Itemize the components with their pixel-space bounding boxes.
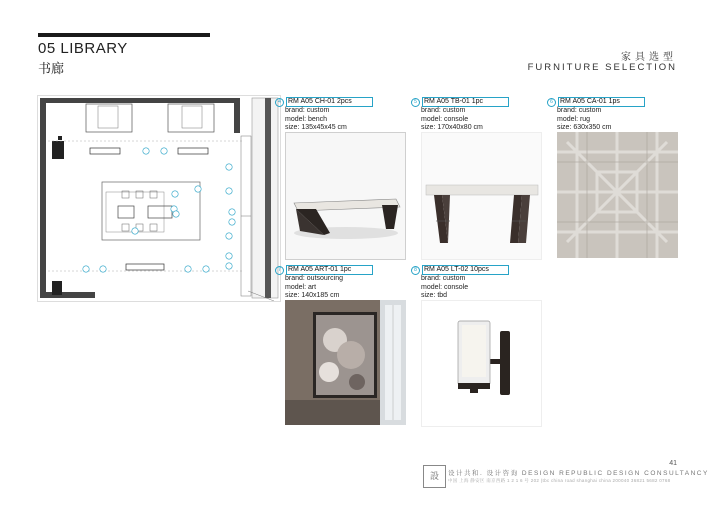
item-code-row bbox=[411, 97, 536, 107]
bench-photo bbox=[285, 132, 406, 260]
footer-address: 中国 上海 静安区 南京西路 1 2 1 6 号 202 (tbc china road shanghai china 200040 36821 5682 0768 bbox=[448, 478, 671, 483]
item-card-bench bbox=[275, 97, 400, 133]
art-photo bbox=[285, 300, 406, 425]
item-brand: brand: outsourcing bbox=[285, 275, 343, 282]
page-title: 05 LIBRARY bbox=[38, 40, 128, 57]
item-brand: brand: custom bbox=[285, 107, 330, 114]
item-code: RM A05 TB-01 1pc bbox=[422, 97, 509, 107]
item-model: model: rug bbox=[557, 115, 591, 123]
item-number-badge: 5 bbox=[411, 98, 420, 107]
page-number: 41 bbox=[669, 460, 677, 467]
item-code-row bbox=[411, 265, 536, 275]
item-code-row bbox=[547, 97, 672, 107]
section-title-en: FURNITURE SELECTION bbox=[527, 62, 677, 73]
item-model: model: bench bbox=[285, 115, 328, 123]
item-card-light bbox=[411, 265, 536, 301]
item-brand: brand: custom bbox=[557, 107, 602, 114]
item-number-badge: 6 bbox=[547, 98, 556, 107]
page-subtitle-cn: 书廊 bbox=[38, 61, 65, 76]
item-size: size: 630x350 cm bbox=[557, 124, 612, 131]
item-model: model: console bbox=[421, 283, 469, 291]
item-card-art bbox=[275, 265, 400, 301]
rug-photo bbox=[557, 132, 678, 258]
item-size: size: 140x185 cm bbox=[285, 292, 340, 299]
item-code: RM A05 CH-01 2pcs bbox=[286, 97, 373, 107]
item-code: RM A05 ART-01 1pc bbox=[286, 265, 373, 275]
item-size: size: tbd bbox=[421, 292, 448, 299]
item-number-badge: 8 bbox=[411, 266, 420, 275]
item-code: RM A05 LT-02 10pcs bbox=[422, 265, 509, 275]
item-card-console bbox=[411, 97, 536, 133]
console-photo bbox=[421, 132, 542, 260]
item-brand: brand: custom bbox=[421, 107, 466, 114]
item-code: RM A05 CA-01 1ps bbox=[558, 97, 645, 107]
footer-company: 设计共和. 设计咨询 DESIGN REPUBLIC DESIGN CONSULTANCY bbox=[448, 470, 709, 477]
sconce-photo bbox=[421, 300, 542, 427]
floor-plan-drawing bbox=[38, 96, 280, 301]
floor-plan bbox=[37, 95, 281, 302]
item-code-row bbox=[275, 97, 400, 107]
item-size: size: 135x45x45 cm bbox=[285, 124, 347, 131]
section-title-cn: 家具选型 bbox=[621, 52, 677, 63]
item-size: size: 170x40x80 cm bbox=[421, 124, 483, 131]
item-model: model: art bbox=[285, 283, 317, 291]
company-logo: 設 bbox=[423, 465, 446, 488]
item-brand: brand: custom bbox=[421, 275, 466, 282]
header-rule bbox=[38, 33, 210, 37]
item-model: model: console bbox=[421, 115, 469, 123]
item-code-row bbox=[275, 265, 400, 275]
item-card-rug bbox=[547, 97, 672, 133]
item-number-badge: 4 bbox=[275, 98, 284, 107]
item-number-badge: 7 bbox=[275, 266, 284, 275]
